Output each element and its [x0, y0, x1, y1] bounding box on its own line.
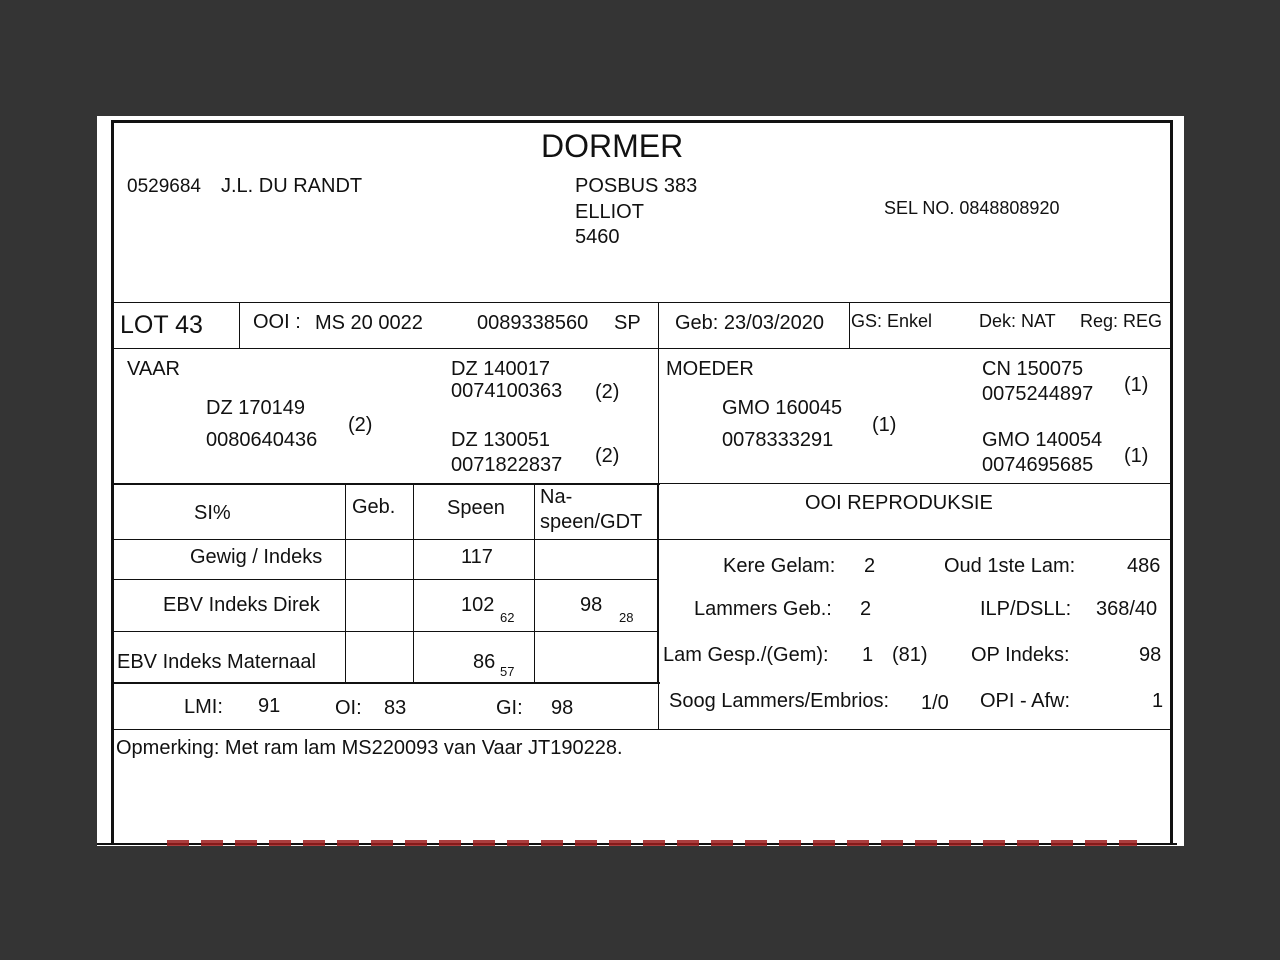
dam-mark: (1) — [872, 414, 897, 436]
si-row-speen: 86 — [473, 651, 496, 673]
sire-dam-mark: (2) — [595, 445, 620, 467]
rule-lot-bottom — [114, 348, 1171, 349]
breed-title: DORMER — [541, 128, 684, 164]
frame-left — [111, 120, 114, 844]
si-row-label: Gewig / Indeks — [190, 546, 323, 568]
op-value: 98 — [1139, 644, 1162, 666]
sire-id: DZ 170149 — [206, 397, 305, 419]
sire-sire-id: DZ 140017 — [451, 358, 550, 380]
opi-label: OPI - Afw: — [980, 690, 1071, 712]
rule-si-bottom — [114, 682, 660, 684]
gi-value: 98 — [551, 697, 574, 719]
rule-repro-header — [658, 539, 1171, 540]
oi-value: 83 — [384, 697, 407, 719]
dam-id: GMO 160045 — [722, 397, 843, 419]
si-header-speen: Speen — [447, 497, 505, 519]
lot-label: LOT 43 — [120, 311, 203, 339]
lammers-value: 2 — [860, 598, 872, 620]
soog-value: 1/0 — [921, 692, 949, 714]
rule-si-right — [657, 483, 659, 683]
rule-lot-top — [114, 302, 1171, 303]
si-row-speen: 117 — [461, 546, 493, 568]
rule-pedigree-bottom-right — [658, 483, 1171, 484]
cut-off-red-text — [167, 840, 1137, 846]
oud-value: 486 — [1127, 555, 1161, 577]
address-line-3: 5460 — [575, 226, 620, 248]
rule-index-bottom — [114, 729, 1171, 730]
sire-dam-id: DZ 130051 — [451, 429, 550, 451]
frame-right — [1170, 120, 1173, 844]
gesp-value: 1 — [862, 644, 874, 666]
oud-label: Oud 1ste Lam: — [944, 555, 1076, 577]
repro-title: OOI REPRODUKSIE — [805, 492, 993, 514]
owner-name: J.L. DU RANDT — [221, 175, 363, 197]
lmi-value: 91 — [258, 695, 281, 717]
dam-dam-id: GMO 140054 — [982, 429, 1103, 451]
sire-dam-number: 0071822837 — [451, 454, 563, 476]
sire-sire-number: 0074100363 — [451, 380, 563, 402]
ooi-label: OOI : — [253, 311, 301, 333]
rule-lot-div2 — [658, 302, 659, 349]
si-header-label: SI% — [194, 502, 231, 524]
registration-type: Reg: REG — [1080, 311, 1163, 331]
si-row-label: EBV Indeks Direk — [163, 594, 320, 616]
rule-si-header — [114, 539, 658, 540]
frame-top — [111, 120, 1173, 123]
opi-value: 1 — [1152, 690, 1164, 712]
rule-lot-div3 — [849, 302, 850, 349]
rule-pedigree-mid — [658, 348, 659, 484]
dam-sire-id: CN 150075 — [982, 358, 1084, 380]
sire-mark: (2) — [348, 414, 373, 436]
dam-dam-mark: (1) — [1124, 445, 1149, 467]
lmi-label: LMI: — [184, 696, 223, 718]
soog-label: Soog Lammers/Embrios: — [669, 690, 890, 712]
si-row-naspeen: 98 — [580, 594, 603, 616]
birth-date: Geb: 23/03/2020 — [675, 312, 825, 334]
si-row-speen-accuracy: 62 — [500, 610, 515, 625]
ooi-id: MS 20 0022 — [315, 312, 423, 334]
rule-lot-div1 — [239, 302, 240, 349]
rule-si-col1 — [345, 485, 346, 683]
si-header-geb: Geb. — [352, 496, 396, 518]
dam-sire-mark: (1) — [1124, 374, 1149, 396]
rule-si-col2 — [413, 485, 414, 683]
sire-label: VAAR — [127, 358, 180, 380]
dam-number: 0078333291 — [722, 429, 834, 451]
dam-label: MOEDER — [666, 358, 754, 380]
rule-si-row2 — [114, 631, 658, 632]
gi-label: GI: — [496, 697, 523, 719]
sire-sire-mark: (2) — [595, 381, 620, 403]
rule-repro-left — [658, 682, 659, 730]
op-label: OP Indeks: — [971, 644, 1070, 666]
owner-id: 0529684 — [127, 176, 201, 197]
address-line-1: POSBUS 383 — [575, 175, 698, 197]
mating-type: Dek: NAT — [979, 311, 1056, 331]
dam-sire-number: 0075244897 — [982, 383, 1094, 405]
lammers-label: Lammers Geb.: — [694, 598, 832, 620]
kere-value: 2 — [864, 555, 876, 577]
si-row-naspeen-accuracy: 28 — [619, 610, 634, 625]
ooi-reg-no: 0089338560 — [477, 312, 589, 334]
ilp-value: 368/40 — [1096, 598, 1158, 620]
si-row-speen: 102 — [461, 594, 495, 616]
si-row-label: EBV Indeks Maternaal — [117, 651, 316, 673]
address-line-2: ELLIOT — [575, 201, 644, 223]
birth-status: GS: Enkel — [851, 311, 933, 331]
gem-value: (81) — [892, 644, 928, 666]
rule-si-row1 — [114, 579, 658, 580]
catalogue-card — [97, 116, 1184, 846]
gesp-label: Lam Gesp./(Gem): — [663, 644, 829, 666]
dam-dam-number: 0074695685 — [982, 454, 1094, 476]
remark-text: Opmerking: Met ram lam MS220093 van Vaar JT190228. — [116, 737, 623, 759]
kere-label: Kere Gelam: — [723, 555, 836, 577]
sire-number: 0080640436 — [206, 429, 318, 451]
si-header-naspeen: Na- speen/GDT — [540, 486, 643, 533]
cell-number: SEL NO. 0848808920 — [884, 198, 1060, 218]
rule-si-col3 — [534, 485, 535, 683]
si-row-speen-accuracy: 57 — [500, 664, 515, 679]
oi-label: OI: — [335, 697, 362, 719]
ooi-grade: SP — [614, 312, 641, 334]
ilp-label: ILP/DSLL: — [980, 598, 1072, 620]
